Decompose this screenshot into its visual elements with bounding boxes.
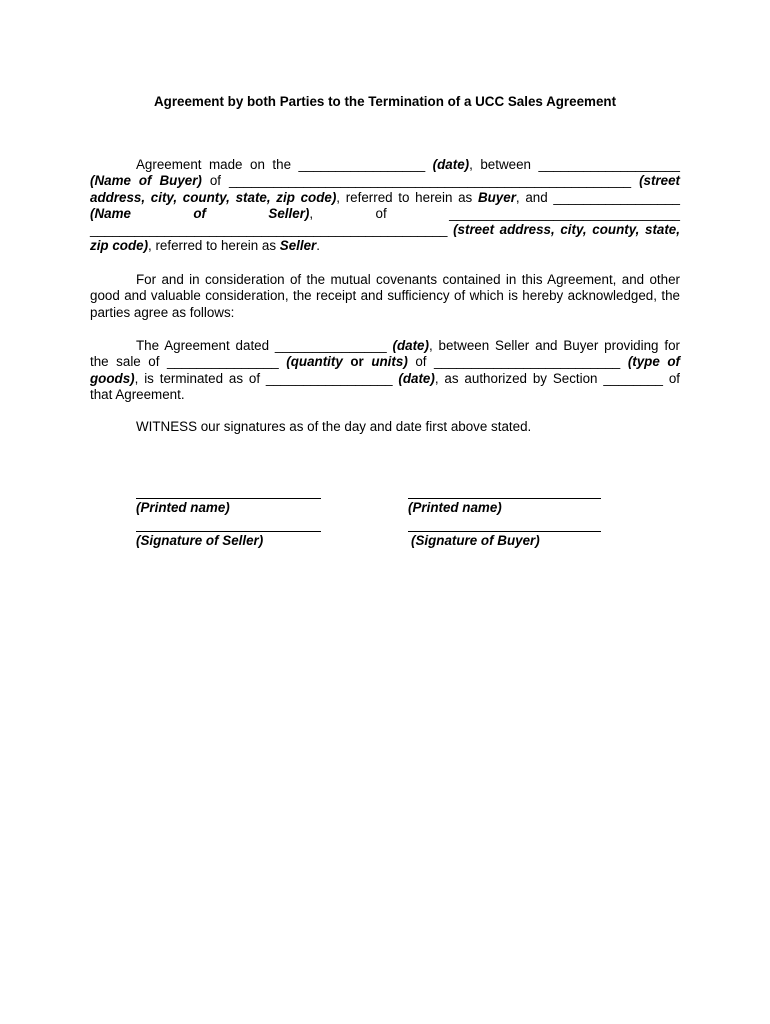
units-label: units)	[371, 354, 408, 370]
seller-printed-name-line	[136, 498, 321, 499]
quantity-label: (quantity	[286, 354, 343, 370]
termination-paragraph	[90, 338, 680, 403]
buyer-printed-name-label: (Printed name)	[408, 500, 502, 515]
agreement-paragraph	[90, 157, 680, 255]
para1-text-5: , and _________________	[515, 189, 680, 205]
para1-text-2: , between ___________________	[469, 157, 680, 172]
para1-text-8: .	[316, 238, 320, 254]
buyer-term: Buyer	[477, 189, 516, 205]
witness-paragraph	[90, 419, 680, 435]
seller-term: Seller	[279, 238, 317, 254]
or-word: or	[342, 354, 372, 370]
para3-text-2: , between Seller and Buyer providing for the sale of _______________	[90, 338, 680, 370]
para2-text: For and in consideration of the mutual covenants contained in this Agreement, and other good and valuable consideration, the receipt and sufficiency of which is hereby acknowledged, the parties agree as follows:	[90, 272, 680, 320]
para1-text-7: , referred to herein as	[148, 238, 280, 254]
buyer-address-label: (street address, city, county, state, zip code)	[90, 173, 680, 205]
para1-text-1: Agreement made on the _________________	[136, 157, 433, 172]
seller-address-label: (street address, city, county, state, zip code)	[90, 222, 680, 254]
buyer-printed-name-line	[408, 498, 601, 499]
buyer-name-label: (Name of Buyer)	[90, 173, 202, 189]
seller-signature-line	[136, 531, 321, 532]
document-title: Agreement by both Parties to the Termination of a UCC Sales Agreement	[153, 94, 617, 109]
para1-text-3: of ______________________________________________________	[201, 173, 640, 189]
para3-text-4: , is terminated as of _________________	[134, 370, 399, 386]
seller-name-label: (Name of Seller)	[90, 205, 310, 221]
para3-text-3: of _________________________	[407, 354, 628, 370]
buyer-signature-label: (Signature of Buyer)	[411, 533, 540, 548]
para1-text-6: , of _______________________________ ________________________________________________	[90, 205, 680, 238]
para1-text-4: , referred to herein as	[336, 189, 478, 205]
consideration-paragraph	[90, 272, 680, 321]
buyer-signature-line	[408, 531, 601, 532]
para4-text: WITNESS our signatures as of the day and date first above stated.	[136, 419, 532, 434]
date-label: (date)	[432, 157, 470, 172]
para3-text-1: The Agreement dated _______________	[136, 338, 393, 353]
seller-signature-label: (Signature of Seller)	[136, 533, 264, 548]
goods-type-label: (type of goods)	[90, 354, 680, 386]
seller-printed-name-label: (Printed name)	[136, 500, 230, 515]
termination-date-label: (date)	[398, 370, 435, 386]
agreement-date-label: (date)	[392, 338, 429, 353]
para3-text-5: , as authorized by Section ________ of that Agreement.	[90, 370, 680, 402]
